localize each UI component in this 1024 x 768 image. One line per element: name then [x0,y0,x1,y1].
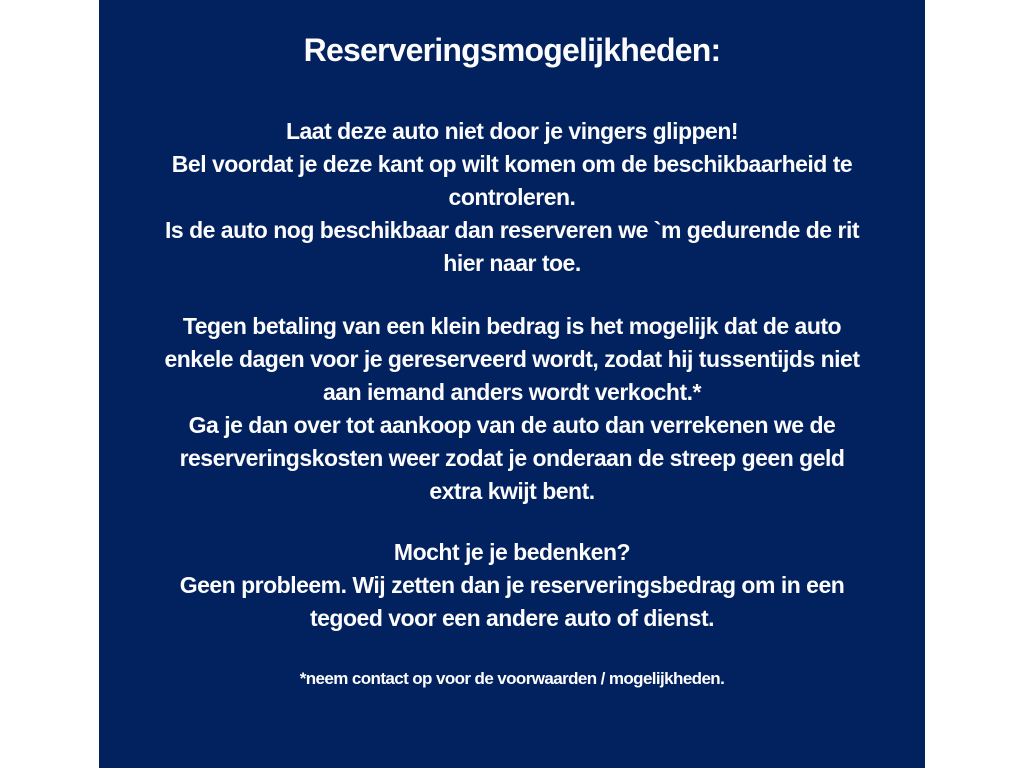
text-line: enkele dagen voor je gereserveerd wordt, zodat hij tussentijds niet [164,346,860,372]
paragraph-reservation-fee [164,310,859,508]
left-margin [0,0,99,768]
text-line: tegoed voor een andere auto of dienst. [309,605,714,631]
text-line: Ga je dan over tot aankoop van de auto dan verrekenen we de [188,412,836,438]
slide-title: Reserveringsmogelijkheden: [303,32,721,68]
slide-panel [99,0,925,768]
slide-footnote: *neem contact op voor de voorwaarden / mogelijkheden. [299,669,725,688]
text-line: controleren. [448,184,576,210]
paragraph-availability [165,115,859,280]
text-line: Laat deze auto niet door je vingers glippen! [285,118,739,144]
text-line: Is de auto nog beschikbaar dan reserveren we `m gedurende de rit [165,217,859,243]
text-line: Tegen betaling van een klein bedrag is het mogelijk dat de auto [182,313,842,339]
text-line: hier naar toe. [443,250,581,276]
text-line: extra kwijt bent. [429,478,595,504]
text-line: aan iemand anders wordt verkocht.* [323,379,701,405]
text-line: Bel voordat je deze kant op wilt komen om de beschikbaarheid te [171,151,853,177]
text-line: Geen probleem. Wij zetten dan je reserveringsbedrag om in een [179,572,845,598]
text-line: reserveringskosten weer zodat je onderaan de streep geen geld [179,445,845,471]
right-margin [925,0,1024,768]
paragraph-change-of-mind [180,536,845,635]
text-line: Mocht je je bedenken? [393,539,631,565]
